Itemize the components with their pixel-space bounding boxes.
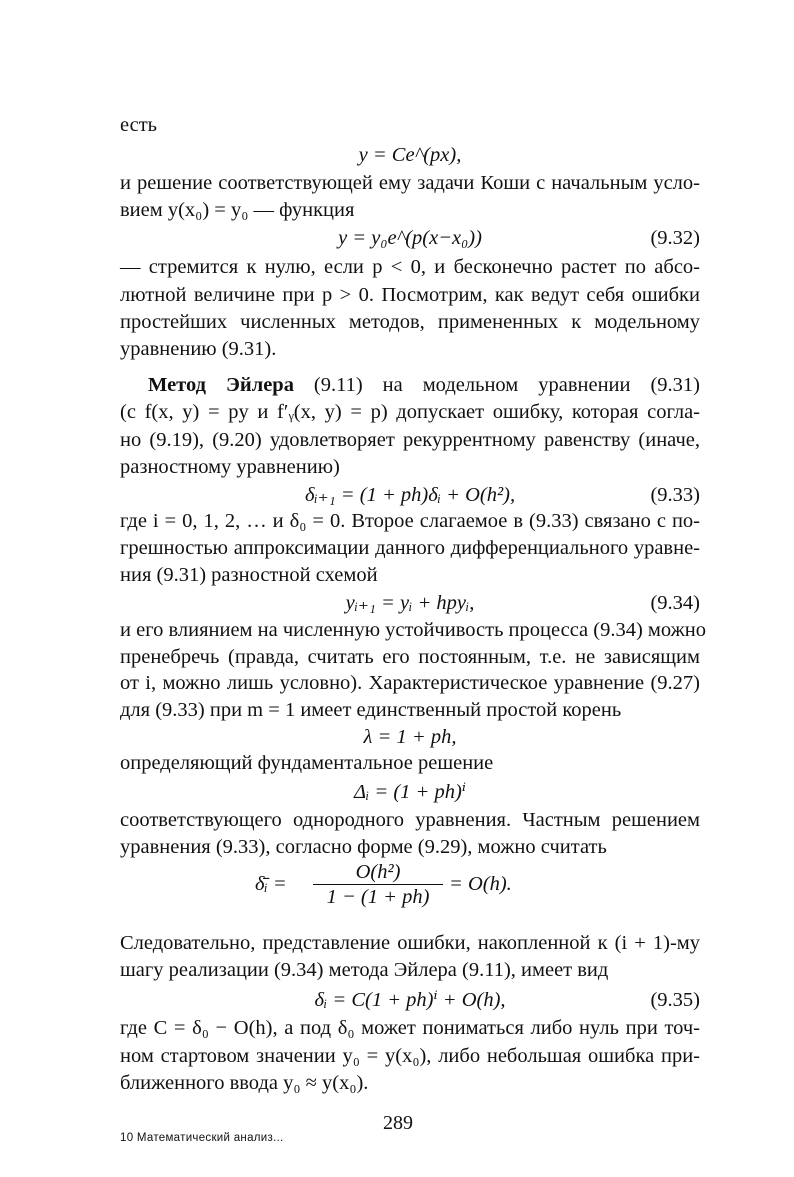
text-line: шагу реализации (9.34) метода Эйлера (9.11), имеет вид	[120, 959, 609, 981]
equation: δᵢ = C(1 + ph)ⁱ + O(h),	[314, 989, 506, 1011]
text-line: и его влиянием на численную устойчивость процесса (9.34) можно	[120, 619, 707, 641]
text-line: где C = δ₀ − O(h), а под δ₀ может пониматься либо нуль при точ-	[120, 1017, 700, 1039]
text-line: ния (9.31) разностной схемой	[120, 564, 378, 586]
text-line: лютной величине при p > 0. Посмотрим, как ведут себя ошибки	[120, 284, 700, 306]
equation-number: (9.33)	[650, 484, 700, 506]
text-line: вием y(x₀) = y₀ — функция	[120, 199, 355, 221]
text-line: грешностью аппроксимации данного дифференциального уравне-	[120, 537, 700, 559]
text-line: (с f(x, y) = py и f′ᵧ(x, y) = p) допускает ошибку, которая согла-	[120, 401, 700, 423]
text-line: простейших численных методов, примененных к модельному	[120, 311, 700, 333]
euler-method-heading: Метод Эйлера	[148, 374, 294, 396]
fraction-lhs: δ̄ᵢ =	[255, 873, 287, 895]
text-line: для (9.33) при m = 1 имеет единственный простой корень	[120, 699, 622, 721]
paragraph-euler-method	[148, 372, 700, 398]
text-line: — стремится к нулю, если p < 0, и бесконечно растет по абсо-	[120, 256, 700, 278]
equation: y = Ce^(px),	[358, 144, 462, 166]
fraction-numerator: O(h²)	[313, 860, 443, 885]
text-line: и решение соответствующей ему задачи Коши с начальным усло-	[120, 172, 700, 194]
equation: y = y₀e^(p(x−x₀))	[338, 227, 482, 249]
text-line: ном стартовом значении y₀ = y(x₀), либо небольшая ошибка при-	[120, 1045, 700, 1067]
text-line: от i, можно лишь условно). Характеристическое уравнение (9.27)	[120, 672, 700, 694]
text-line: где i = 0, 1, 2, … и δ₀ = 0. Второе слагаемое в (9.33) связано с по-	[120, 510, 700, 532]
text-line: определяющий фундаментальное решение	[120, 752, 494, 774]
text-line: уравнению (9.31).	[120, 338, 277, 360]
text-line: пренебречь (правда, считать его постоянным, т.е. не зависящим	[120, 646, 700, 668]
equation: yᵢ₊₁ = yᵢ + hpyᵢ,	[345, 592, 475, 614]
text-line: разностному уравнению)	[120, 456, 340, 478]
equation: Δᵢ = (1 + ph)ⁱ	[354, 781, 466, 803]
text-line: уравнения (9.33), согласно форме (9.29), можно считать	[120, 836, 607, 858]
euler-method-text: (9.11) на модельном уравнении (9.31)	[293, 374, 700, 396]
equation: δᵢ₊₁ = (1 + ph)δᵢ + O(h²),	[304, 484, 516, 506]
equation-number: (9.32)	[650, 227, 700, 249]
equation-number: (9.34)	[650, 592, 700, 614]
equation: λ = 1 + ph,	[363, 726, 457, 748]
fraction-equation	[255, 860, 555, 910]
fraction-rhs: = O(h).	[449, 873, 512, 895]
text-line: есть	[120, 114, 158, 136]
equation-number: (9.35)	[650, 989, 700, 1011]
text-line: ближенного ввода y₀ ≈ y(x₀).	[120, 1072, 369, 1094]
text-line: соответствующего однородного уравнения. Частным решением	[120, 809, 700, 831]
text-line: Следовательно, представление ошибки, накопленной к (i + 1)-му	[120, 932, 700, 954]
page-number: 289	[383, 1112, 413, 1134]
fraction-denominator: 1 − (1 + ph)	[326, 886, 430, 908]
footer-signature: 10 Математический анализ...	[120, 1132, 284, 1144]
text-line: но (9.19), (9.20) удовлетворяет рекуррентному равенству (иначе,	[120, 429, 700, 451]
